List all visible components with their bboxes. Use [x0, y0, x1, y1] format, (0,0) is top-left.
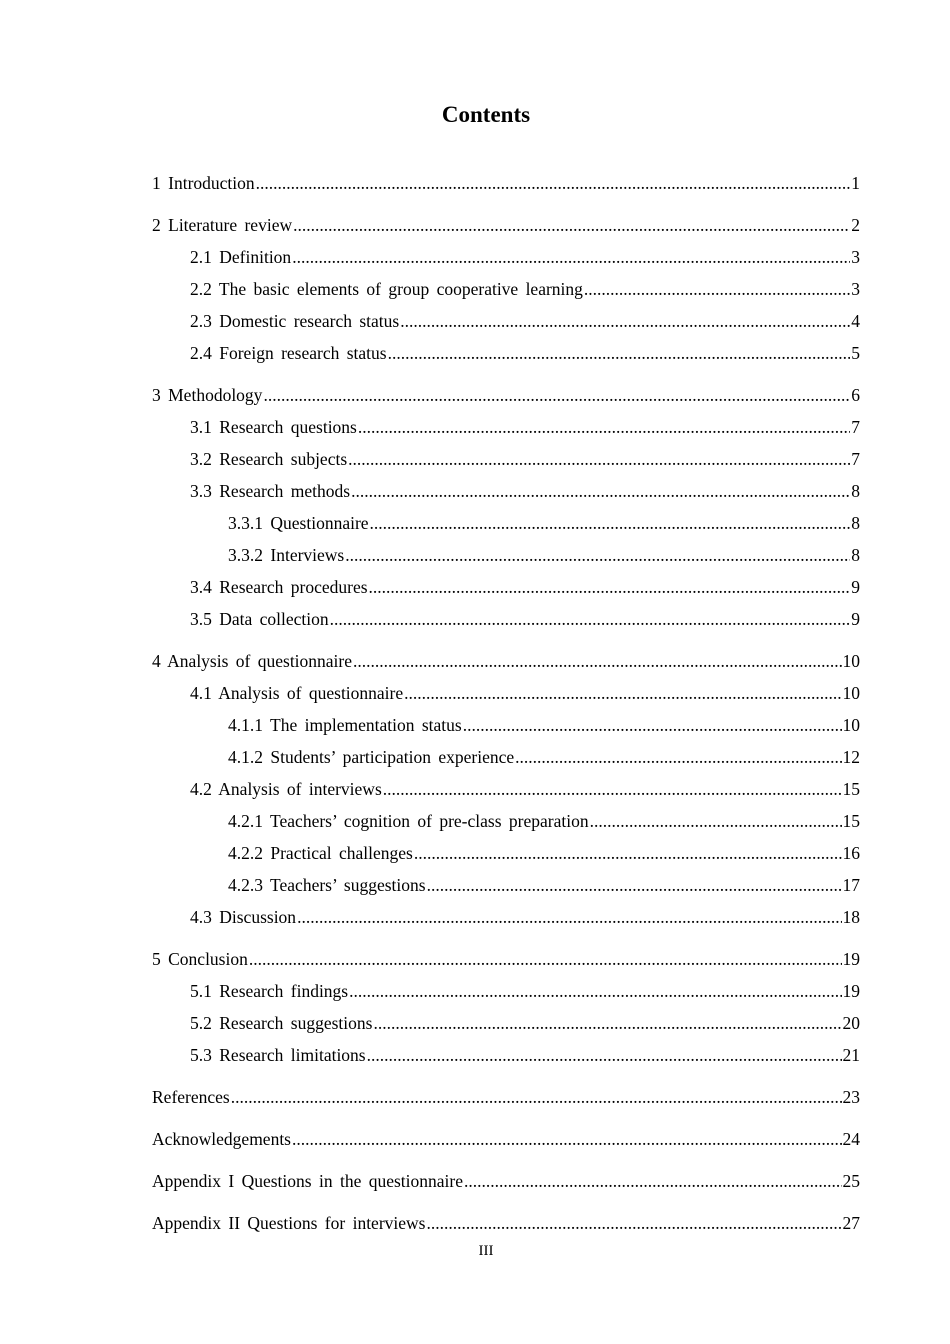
toc-entry-label: 4.1 Analysis of questionnaire [190, 683, 404, 703]
toc-entry-label: 4 Analysis of questionnaire [152, 651, 353, 671]
toc-entry-label: 1 Introduction [152, 173, 255, 193]
toc-entry-label: Appendix I Questions in the questionnaire [152, 1171, 463, 1191]
table-of-contents [152, 169, 860, 1241]
toc-entry-page: 7 [851, 449, 860, 469]
toc-entry-page: 2 [851, 215, 860, 235]
toc-entry-label: 5.2 Research suggestions [190, 1013, 373, 1033]
toc-entry[interactable] [152, 679, 860, 711]
toc-leader-dots [293, 211, 850, 239]
toc-leader-dots [353, 647, 841, 675]
toc-entry-label: 4.2 Analysis of interviews [190, 779, 382, 799]
toc-entry-label: 2.3 Domestic research status [190, 311, 400, 331]
toc-entry[interactable] [152, 211, 860, 243]
toc-entry-page: 18 [842, 907, 860, 927]
toc-entry-page: 6 [851, 385, 860, 405]
toc-entry[interactable] [152, 1125, 860, 1157]
toc-leader-dots [249, 945, 842, 973]
toc-leader-dots [263, 381, 850, 409]
toc-entry-page: 8 [851, 513, 860, 533]
toc-entry-page: 15 [842, 811, 860, 831]
toc-entry-page: 24 [842, 1129, 860, 1149]
toc-leader-dots [369, 573, 851, 601]
toc-entry[interactable] [152, 647, 860, 679]
toc-entry-label: 4.2.2 Practical challenges [228, 843, 413, 863]
toc-entry[interactable] [152, 169, 860, 201]
toc-entry-label: Acknowledgements [152, 1129, 291, 1149]
toc-entry[interactable] [152, 541, 860, 573]
toc-entry-label: 5 Conclusion [152, 949, 248, 969]
toc-leader-dots [231, 1083, 842, 1111]
page-number: III [478, 1243, 494, 1259]
toc-entry-page: 5 [851, 343, 860, 363]
toc-entry-label: 4.1.1 The implementation status [228, 715, 462, 735]
toc-entry-label: 3.4 Research procedures [190, 577, 368, 597]
toc-entry[interactable] [152, 807, 860, 839]
toc-leader-dots [330, 605, 851, 633]
toc-leader-dots [590, 807, 842, 835]
toc-entry-label: Appendix II Questions for interviews [152, 1213, 426, 1233]
toc-leader-dots [292, 1125, 842, 1153]
toc-entry-page: 20 [842, 1013, 860, 1033]
toc-entry-page: 9 [851, 609, 860, 629]
toc-entry[interactable] [152, 945, 860, 977]
toc-entry[interactable] [152, 573, 860, 605]
toc-entry-page: 9 [851, 577, 860, 597]
toc-entry[interactable] [152, 477, 860, 509]
toc-entry-label: 4.1.2 Students’ participation experience [228, 747, 515, 767]
toc-entry-page: 8 [851, 545, 860, 565]
toc-entry-page: 10 [842, 715, 860, 735]
toc-entry-label: 3.1 Research questions [190, 417, 357, 437]
toc-entry[interactable] [152, 1041, 860, 1073]
toc-entry-page: 16 [842, 843, 860, 863]
toc-entry-label: 4.2.3 Teachers’ suggestions [228, 875, 426, 895]
toc-entry-label: 3.2 Research subjects [190, 449, 348, 469]
toc-leader-dots [345, 541, 850, 569]
toc-entry-page: 1 [851, 173, 860, 193]
toc-leader-dots [584, 275, 850, 303]
toc-leader-dots [404, 679, 841, 707]
toc-leader-dots [349, 977, 841, 1005]
toc-entry[interactable] [152, 381, 860, 413]
toc-entry[interactable] [152, 605, 860, 637]
toc-leader-dots [351, 477, 850, 505]
toc-entry[interactable] [152, 339, 860, 371]
toc-leader-dots [292, 243, 850, 271]
toc-leader-dots [367, 1041, 842, 1069]
toc-leader-dots [414, 839, 842, 867]
toc-entry-page: 8 [851, 481, 860, 501]
toc-leader-dots [515, 743, 841, 771]
toc-leader-dots [400, 307, 850, 335]
toc-entry-page: 25 [842, 1171, 860, 1191]
toc-entry-page: 23 [842, 1087, 860, 1107]
toc-leader-dots [464, 1167, 842, 1195]
toc-leader-dots [373, 1009, 841, 1037]
toc-entry-page: 10 [842, 651, 860, 671]
toc-entry-page: 12 [842, 747, 860, 767]
toc-entry[interactable] [152, 743, 860, 775]
toc-entry-label: 5.1 Research findings [190, 981, 349, 1001]
toc-entry[interactable] [152, 775, 860, 807]
toc-entry[interactable] [152, 413, 860, 445]
toc-entry[interactable] [152, 445, 860, 477]
toc-entry[interactable] [152, 903, 860, 935]
toc-leader-dots [370, 509, 851, 537]
toc-entry-label: 3.5 Data collection [190, 609, 329, 629]
toc-entry-page: 3 [851, 279, 860, 299]
toc-entry[interactable] [152, 1167, 860, 1199]
toc-entry-page: 7 [851, 417, 860, 437]
toc-entry[interactable] [152, 307, 860, 339]
toc-leader-dots [426, 1209, 841, 1237]
toc-leader-dots [358, 413, 850, 441]
toc-entry-page: 10 [842, 683, 860, 703]
toc-entry[interactable] [152, 509, 860, 541]
toc-entry-label: 2.4 Foreign research status [190, 343, 387, 363]
toc-entry[interactable] [152, 1009, 860, 1041]
toc-entry-page: 3 [851, 247, 860, 267]
toc-entry-label: References [152, 1087, 230, 1107]
toc-entry[interactable] [152, 275, 860, 307]
toc-leader-dots [348, 445, 850, 473]
toc-entry-label: 2 Literature review [152, 215, 293, 235]
toc-leader-dots [383, 775, 842, 803]
toc-entry[interactable] [152, 1083, 860, 1115]
toc-entry[interactable] [152, 977, 860, 1009]
toc-entry[interactable] [152, 871, 860, 903]
toc-entry-label: 4.2.1 Teachers’ cognition of pre-class preparation [228, 811, 589, 831]
toc-entry[interactable] [152, 243, 860, 275]
toc-entry-label: 3.3.2 Interviews [228, 545, 345, 565]
toc-entry[interactable] [152, 1209, 860, 1241]
toc-entry-page: 17 [842, 875, 860, 895]
toc-leader-dots [427, 871, 842, 899]
toc-entry[interactable] [152, 711, 860, 743]
toc-entry[interactable] [152, 839, 860, 871]
toc-entry-page: 19 [842, 981, 860, 1001]
toc-entry-label: 3 Methodology [152, 385, 263, 405]
toc-entry-page: 19 [842, 949, 860, 969]
toc-entry-label: 3.3 Research methods [190, 481, 351, 501]
toc-entry-label: 4.3 Discussion [190, 907, 297, 927]
toc-leader-dots [463, 711, 842, 739]
toc-entry-label: 3.3.1 Questionnaire [228, 513, 369, 533]
toc-entry-page: 4 [851, 311, 860, 331]
toc-entry-page: 27 [842, 1213, 860, 1233]
toc-leader-dots [388, 339, 851, 367]
toc-entry-label: 5.3 Research limitations [190, 1045, 366, 1065]
toc-leader-dots [297, 903, 841, 931]
page-title: Contents [441, 102, 531, 127]
toc-entry-page: 15 [842, 779, 860, 799]
toc-leader-dots [256, 169, 851, 197]
toc-entry-label: 2.2 The basic elements of group cooperative learning [190, 279, 583, 299]
toc-entry-label: 2.1 Definition [190, 247, 292, 267]
toc-entry-page: 21 [842, 1045, 860, 1065]
